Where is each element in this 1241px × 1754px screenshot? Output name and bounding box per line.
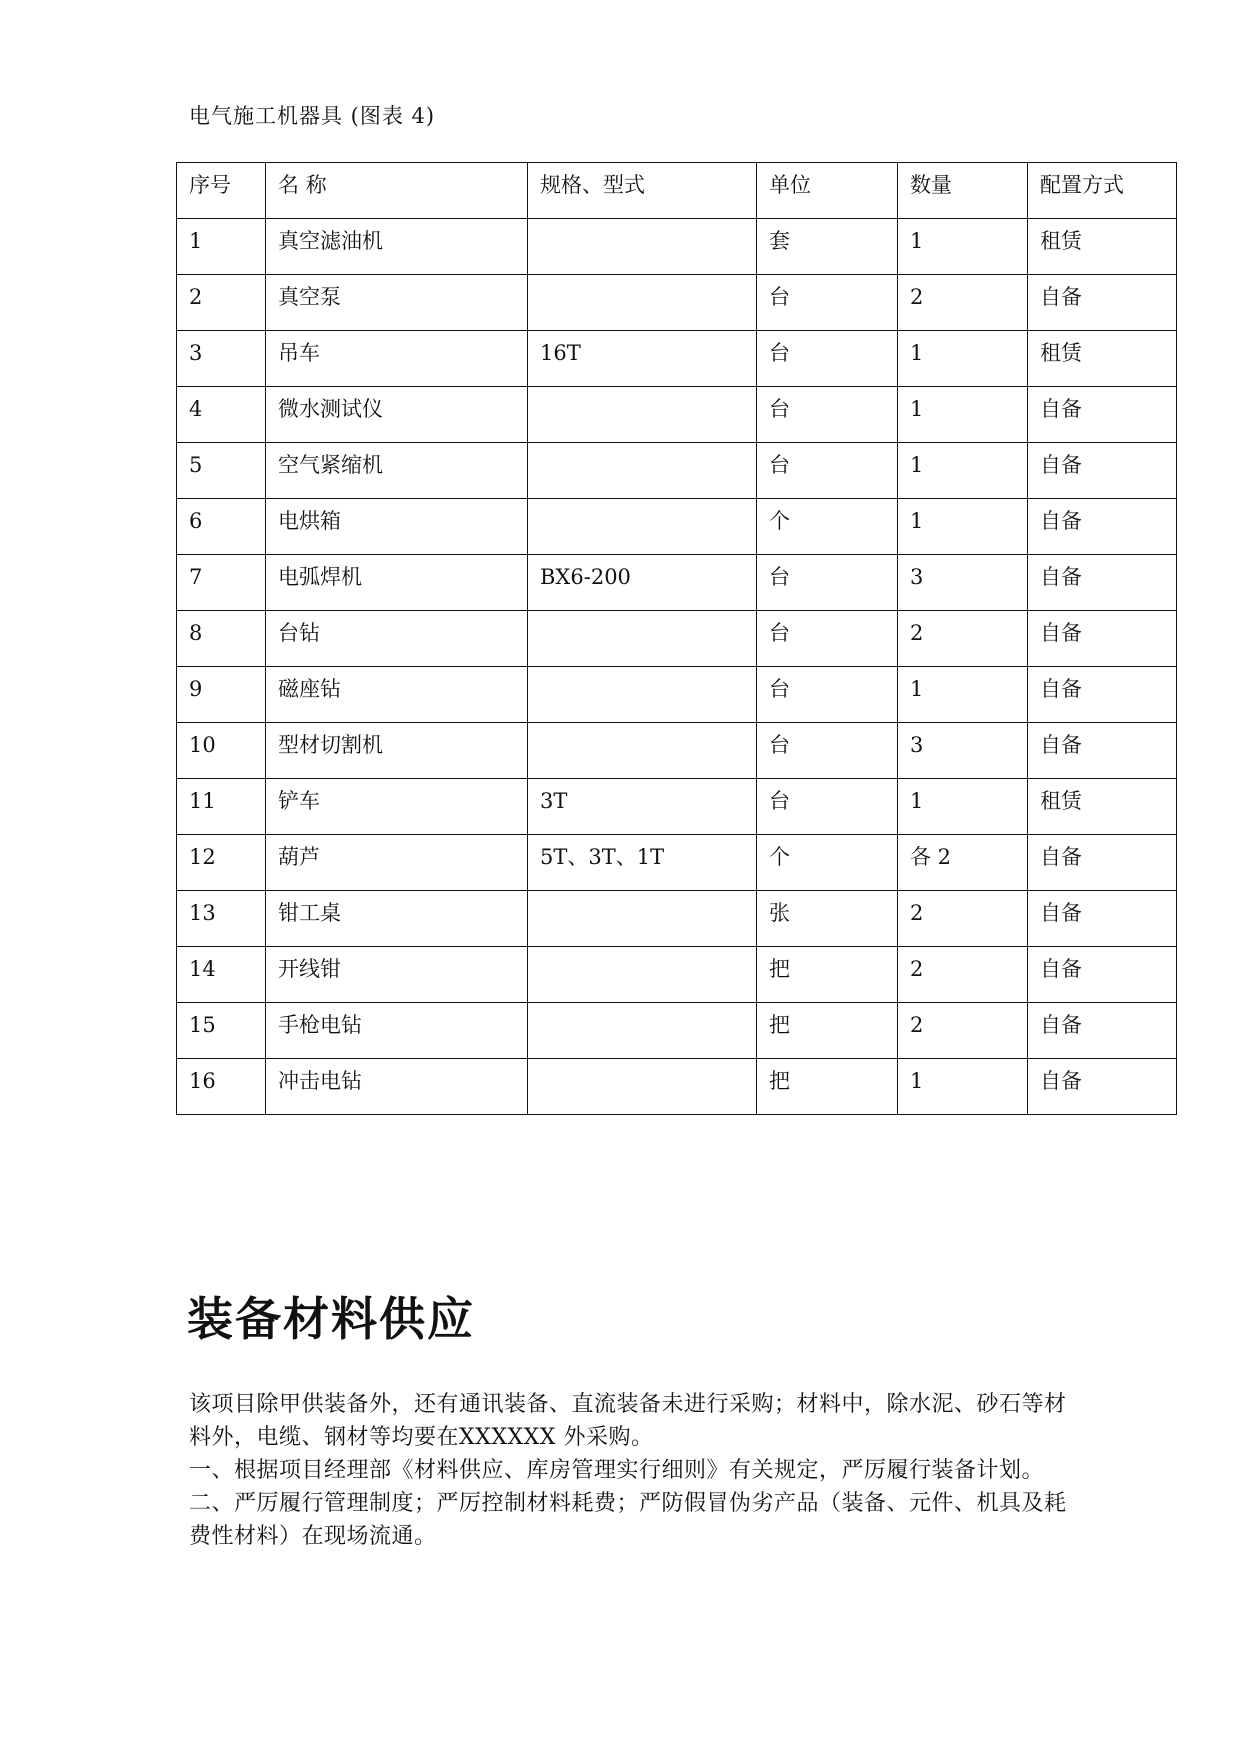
header-cell-quantity: 数量: [898, 163, 1028, 219]
cell-index: 5: [177, 443, 266, 499]
cell-name: 台钻: [266, 611, 528, 667]
cell-index: 7: [177, 555, 266, 611]
table-row: [177, 723, 1177, 779]
cell-spec: 3T: [528, 779, 757, 835]
cell-config: 租赁: [1028, 331, 1177, 387]
cell-name: 微水测试仪: [266, 387, 528, 443]
table-row: [177, 275, 1177, 331]
header-cell-config: 配置方式: [1028, 163, 1177, 219]
header-cell-spec: 规格、型式: [528, 163, 757, 219]
cell-spec: [528, 275, 757, 331]
cell-index: 2: [177, 275, 266, 331]
cell-config: 自备: [1028, 891, 1177, 947]
cell-config: 自备: [1028, 443, 1177, 499]
cell-index: 10: [177, 723, 266, 779]
cell-index: 4: [177, 387, 266, 443]
paragraph: 一、根据项目经理部《材料供应、库房管理实行细则》有关规定，严厉履行装备计划。: [189, 1458, 1045, 1483]
cell-config: 自备: [1028, 947, 1177, 1003]
cell-spec: [528, 1059, 757, 1115]
table-header-row: [177, 163, 1177, 219]
table-row: [177, 947, 1177, 1003]
cell-spec: 5T、3T、1T: [528, 835, 757, 891]
cell-name: 电弧焊机: [266, 555, 528, 611]
cell-name: 葫芦: [266, 835, 528, 891]
cell-quantity: 1: [898, 1059, 1028, 1115]
cell-unit: 台: [757, 611, 898, 667]
body-text: [189, 1388, 1069, 1553]
cell-spec: 16T: [528, 331, 757, 387]
cell-unit: 台: [757, 723, 898, 779]
paragraph: 二、严厉履行管理制度；严厉控制材料耗费；严防假冒伪劣产品（装备、元件、机具及耗费性材料）在现场流通。: [189, 1491, 1067, 1549]
cell-config: 自备: [1028, 387, 1177, 443]
cell-config: 自备: [1028, 611, 1177, 667]
cell-config: 自备: [1028, 1059, 1177, 1115]
table-row: [177, 835, 1177, 891]
header-cell-index: 序号: [177, 163, 266, 219]
cell-unit: 把: [757, 947, 898, 1003]
cell-spec: BX6-200: [528, 555, 757, 611]
table-row: [177, 1059, 1177, 1115]
cell-quantity: 各 2: [898, 835, 1028, 891]
cell-index: 16: [177, 1059, 266, 1115]
cell-quantity: 3: [898, 723, 1028, 779]
cell-quantity: 2: [898, 1003, 1028, 1059]
cell-quantity: 1: [898, 443, 1028, 499]
cell-unit: 台: [757, 555, 898, 611]
table-row: [177, 779, 1177, 835]
cell-index: 14: [177, 947, 266, 1003]
cell-quantity: 1: [898, 499, 1028, 555]
header-cell-unit: 单位: [757, 163, 898, 219]
cell-name: 真空泵: [266, 275, 528, 331]
cell-spec: [528, 499, 757, 555]
cell-index: 15: [177, 1003, 266, 1059]
cell-config: 自备: [1028, 499, 1177, 555]
cell-unit: 台: [757, 331, 898, 387]
cell-name: 真空滤油机: [266, 219, 528, 275]
cell-index: 3: [177, 331, 266, 387]
table-row: [177, 891, 1177, 947]
cell-quantity: 2: [898, 891, 1028, 947]
section-heading: 装备材料供应: [187, 1292, 475, 1346]
cell-index: 11: [177, 779, 266, 835]
cell-spec: [528, 219, 757, 275]
cell-name: 型材切割机: [266, 723, 528, 779]
cell-spec: [528, 723, 757, 779]
cell-spec: [528, 443, 757, 499]
cell-quantity: 2: [898, 947, 1028, 1003]
cell-name: 磁座钻: [266, 667, 528, 723]
cell-quantity: 1: [898, 667, 1028, 723]
cell-index: 9: [177, 667, 266, 723]
cell-unit: 台: [757, 443, 898, 499]
cell-unit: 台: [757, 275, 898, 331]
paragraph: 该项目除甲供装备外，还有通讯装备、直流装备未进行采购；材料中，除水泥、砂石等材料外，电缆、钢材等均要在XXXXXX 外采购。: [189, 1392, 1067, 1450]
cell-spec: [528, 611, 757, 667]
cell-name: 铲车: [266, 779, 528, 835]
cell-spec: [528, 387, 757, 443]
cell-quantity: 3: [898, 555, 1028, 611]
cell-name: 开线钳: [266, 947, 528, 1003]
table-row: [177, 331, 1177, 387]
cell-config: 自备: [1028, 835, 1177, 891]
cell-config: 自备: [1028, 1003, 1177, 1059]
cell-unit: 张: [757, 891, 898, 947]
table-row: [177, 555, 1177, 611]
cell-index: 6: [177, 499, 266, 555]
cell-unit: 台: [757, 667, 898, 723]
cell-index: 1: [177, 219, 266, 275]
cell-unit: 个: [757, 835, 898, 891]
table-row: [177, 1003, 1177, 1059]
cell-name: 冲击电钻: [266, 1059, 528, 1115]
table-row: [177, 387, 1177, 443]
equipment-table: [176, 162, 1177, 1115]
table-row: [177, 667, 1177, 723]
cell-quantity: 1: [898, 331, 1028, 387]
cell-unit: 台: [757, 387, 898, 443]
cell-quantity: 2: [898, 611, 1028, 667]
cell-spec: [528, 947, 757, 1003]
table-row: [177, 443, 1177, 499]
table-caption: 电气施工机器具 (图表 4): [189, 104, 436, 128]
cell-index: 13: [177, 891, 266, 947]
cell-name: 手枪电钻: [266, 1003, 528, 1059]
cell-spec: [528, 891, 757, 947]
table-row: [177, 499, 1177, 555]
header-cell-name: 名 称: [266, 163, 528, 219]
cell-config: 租赁: [1028, 779, 1177, 835]
cell-name: 空气紧缩机: [266, 443, 528, 499]
table-row: [177, 219, 1177, 275]
cell-config: 租赁: [1028, 219, 1177, 275]
cell-name: 钳工桌: [266, 891, 528, 947]
cell-spec: [528, 667, 757, 723]
table-row: [177, 611, 1177, 667]
cell-unit: 把: [757, 1003, 898, 1059]
cell-unit: 台: [757, 779, 898, 835]
cell-unit: 套: [757, 219, 898, 275]
cell-unit: 个: [757, 499, 898, 555]
cell-config: 自备: [1028, 555, 1177, 611]
cell-quantity: 1: [898, 219, 1028, 275]
cell-quantity: 2: [898, 275, 1028, 331]
cell-config: 自备: [1028, 667, 1177, 723]
cell-config: 自备: [1028, 723, 1177, 779]
cell-quantity: 1: [898, 779, 1028, 835]
cell-spec: [528, 1003, 757, 1059]
cell-quantity: 1: [898, 387, 1028, 443]
cell-config: 自备: [1028, 275, 1177, 331]
cell-index: 8: [177, 611, 266, 667]
cell-index: 12: [177, 835, 266, 891]
cell-name: 吊车: [266, 331, 528, 387]
cell-name: 电烘箱: [266, 499, 528, 555]
cell-unit: 把: [757, 1059, 898, 1115]
